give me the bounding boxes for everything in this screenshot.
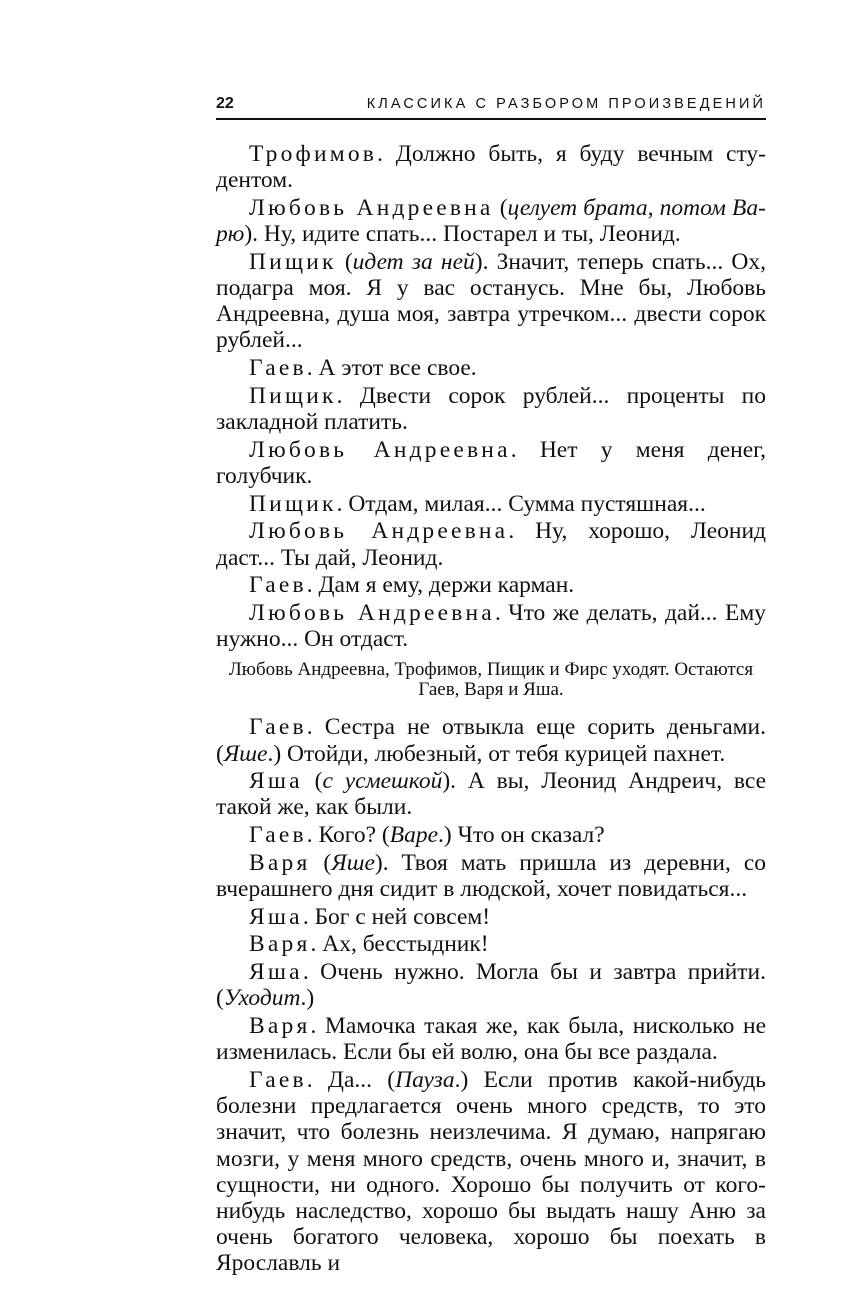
stage-remark: Пауза xyxy=(395,1067,455,1093)
dialogue-block-2 xyxy=(216,714,766,1276)
speaker-name: Гаев xyxy=(249,572,307,599)
speech-text: ). Значит, теперь спать... Ох, подагра моя. Я у вас останусь. Мне бы, Любовь Андреевна, душа моя, завтра утречком... двести сорок рублей... xyxy=(216,248,766,354)
stage-remark: с усмешкой xyxy=(322,768,443,795)
speech-text: .) Отойди, любезный, от тебя курицей пахнет. xyxy=(267,740,726,767)
dialogue-paragraph xyxy=(216,959,766,1011)
speech-text: . Мамочка такая же, как была, нисколько не изменилась. Если бы ей волю, она бы все раздала. xyxy=(216,1013,766,1066)
speech-text: . Очень нужно. Могла бы и завтра прийти. ( xyxy=(216,959,766,1012)
speaker-name: Варя xyxy=(249,849,311,876)
dialogue-paragraph xyxy=(216,600,766,652)
speaker-name: Гаев xyxy=(249,1067,307,1093)
dialogue-paragraph xyxy=(216,572,766,598)
speech-text: . Дам я ему, держи карман. xyxy=(306,572,575,599)
stage-remark: рю xyxy=(216,221,245,248)
speech-text: . Ах, бесстыдник! xyxy=(310,931,489,958)
speech-text: . Да... ( xyxy=(306,1067,396,1093)
speech-text: ). Твоя мать пришла из деревни, со вчерашнего дня сидит в людской, хочет повидаться... xyxy=(216,849,767,903)
speaker-name: Варя xyxy=(249,931,311,958)
speech-text: ( xyxy=(493,194,508,221)
speaker-name: Яша xyxy=(249,959,303,986)
running-header xyxy=(216,94,766,120)
dialogue-paragraph xyxy=(216,355,766,381)
dialogue-paragraph xyxy=(216,714,766,766)
speech-text: ( xyxy=(302,768,323,795)
speech-text: . Должно быть, я буду вечным сту- xyxy=(377,141,766,167)
speaker-name: Варя xyxy=(249,1013,311,1040)
stage-remark: Уходит xyxy=(223,985,301,1012)
speech-text: ). Ну, идите спать... Постарел и ты, Леонид. xyxy=(244,221,681,248)
speaker-name: Любовь Андреевна xyxy=(249,194,494,221)
speech-text: .) xyxy=(300,985,315,1012)
speaker-name: Пищик xyxy=(249,382,337,409)
dialogue-paragraph xyxy=(216,1013,766,1065)
speech-text: дентом. xyxy=(216,167,293,194)
stage-remark: целует брата, потом Ва- xyxy=(507,194,766,221)
speaker-name: Любовь Андреевна xyxy=(249,518,509,545)
speaker-name: Яша xyxy=(249,903,303,930)
speech-text: . Нет у меня денег, голубчик. xyxy=(216,436,766,489)
dialogue-paragraph xyxy=(216,518,766,570)
speaker-name: Гаев xyxy=(249,355,307,382)
dialogue-block-1 xyxy=(216,141,766,652)
stage-direction xyxy=(216,660,766,700)
speech-text: . Бог с ней совсем! xyxy=(302,903,491,930)
dialogue-paragraph xyxy=(216,931,766,957)
speech-text: . А этот все свое. xyxy=(306,355,477,382)
speaker-name: Яша xyxy=(249,768,303,795)
speech-text: . Кого? ( xyxy=(306,822,390,849)
speech-text: ( xyxy=(310,849,332,876)
dialogue-paragraph xyxy=(216,904,766,930)
dialogue-paragraph xyxy=(216,249,766,354)
dialogue-paragraph xyxy=(216,822,766,848)
page-number: 22 xyxy=(216,95,234,112)
speech-text: . Сестра не отвыкла еще сорить деньгами. ( xyxy=(216,714,766,767)
speaker-name: Любовь Андреевна xyxy=(249,436,511,463)
speaker-name: Пищик xyxy=(249,490,337,517)
dialogue-paragraph xyxy=(216,491,766,517)
stage-direction-line-2: Гаев, Варя и Яша. xyxy=(418,679,564,701)
dialogue-paragraph xyxy=(216,141,766,193)
page-body xyxy=(216,141,766,1278)
speech-text: .) Если против какой-нибудь болезни предлагается очень много средств, то это значит, что болезнь неизлечима. Я думаю, напрягаю мозги, у меня много средств, очень много и, значит, в сущности, ни одного. Хорошо бы получить от кого-нибудь наследство, хорошо бы выдать нашу Аню за очень богатого человека, хорошо бы поехать в Ярославль и xyxy=(216,1067,766,1277)
dialogue-paragraph xyxy=(216,768,766,820)
stage-remark: Яше xyxy=(331,849,375,876)
speech-text: .) Что он сказал? xyxy=(438,822,605,849)
speaker-name: Гаев xyxy=(249,822,307,849)
speech-text: . Ну, хорошо, Леонид даст... Ты дай, Леонид. xyxy=(216,518,766,571)
stage-remark: идет за ней xyxy=(352,248,475,275)
speaker-name: Гаев xyxy=(249,714,307,741)
speaker-name: Любовь Андреевна xyxy=(249,599,495,626)
speech-text: ). А вы, Леонид Андреич, все такой же, как были. xyxy=(216,768,767,821)
dialogue-paragraph xyxy=(216,383,766,435)
speech-text: . Отдам, милая... Сумма пустяшная... xyxy=(336,490,706,517)
speaker-name: Трофимов xyxy=(249,141,378,167)
speech-text: . Двести сорок рублей... проценты по закладной платить. xyxy=(216,382,766,436)
dialogue-paragraph xyxy=(216,437,766,489)
stage-remark: Варе xyxy=(389,822,439,849)
speech-text: ( xyxy=(336,248,353,275)
stage-remark: Яше xyxy=(223,740,268,767)
stage-direction-line-1: Любовь Андреевна, Трофимов, Пищик и Фирс уходят. Остаются xyxy=(228,659,754,681)
speech-text: . Что же делать, дай... Ему нужно... Он отдаст. xyxy=(216,599,767,653)
dialogue-paragraph xyxy=(216,850,766,902)
speaker-name: Пищик xyxy=(249,248,337,275)
dialogue-paragraph xyxy=(216,1067,766,1277)
dialogue-paragraph xyxy=(216,195,766,247)
running-title: КЛАССИКА С РАЗБОРОМ ПРОИЗВЕДЕНИЙ xyxy=(366,96,766,112)
